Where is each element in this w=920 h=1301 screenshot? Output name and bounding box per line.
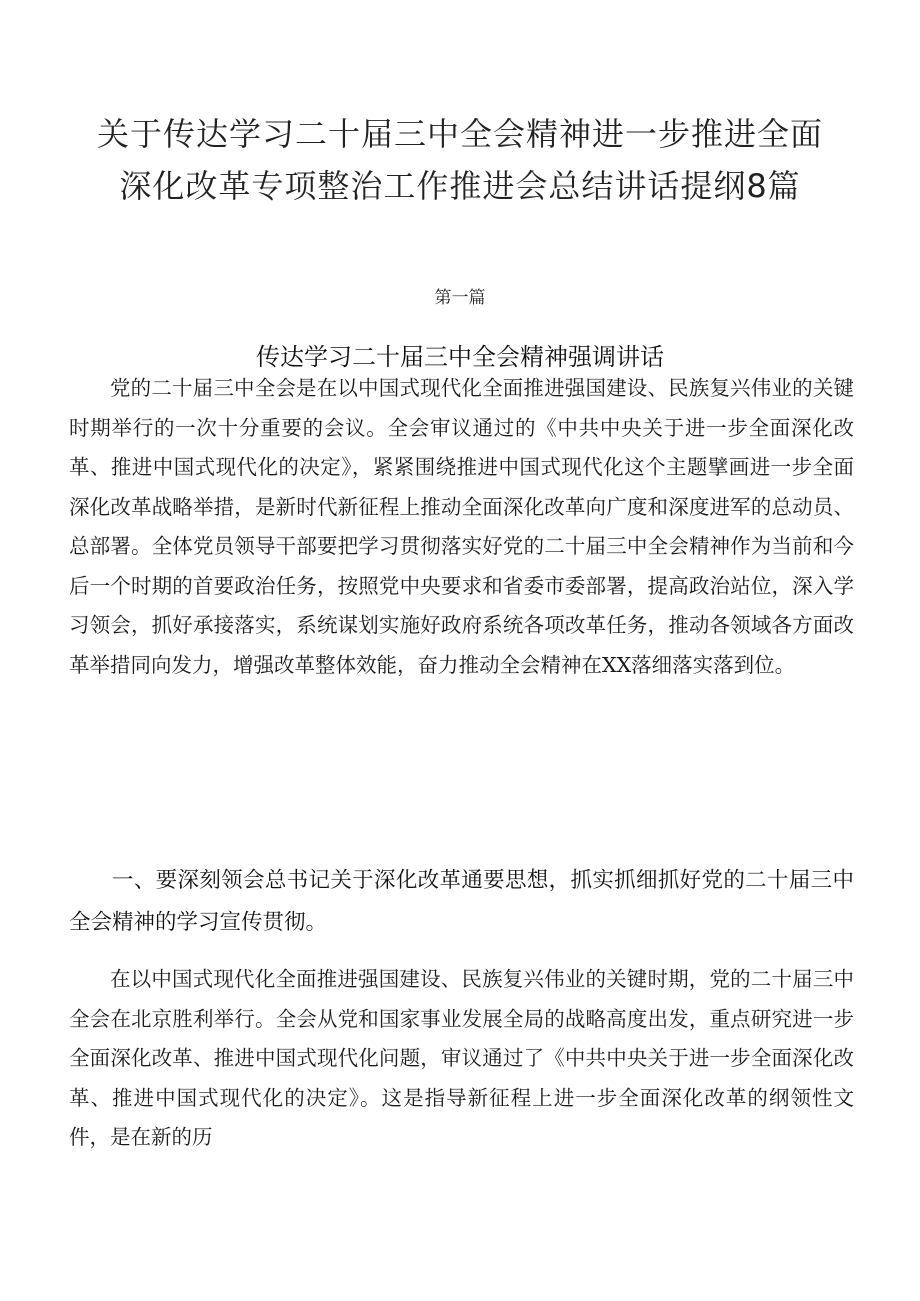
body-paragraph-2: 在以中国式现代化全面推进强国建设、民族复兴伟业的关键时期，党的二十届三中全会在北京胜利举行。全会从党和国家事业发展全局的战略高度出发，重点研究进一步全面深化改革、推进中国式现代化问题，审议通过了《中共中央关于进一步全面深化改革、推进中国式现代化的决定》。这是指导新征程上进一步全面深化改革的纲领性文件，是在新的历 [69, 967, 854, 1149]
document-title-line-2: 深化改革专项整治工作推进会总结讲话提纲8篇 [119, 167, 801, 205]
document-title [60, 108, 860, 212]
section-heading: 传达学习二十届三中全会精神强调讲话 [256, 343, 664, 371]
body-paragraph-1: 党的二十届三中全会是在以中国式现代化全面推进强国建设、民族复兴伟业的关键时期举行的一次十分重要的会议。全会审议通过的《中共中央关于进一步全面深化改革、推进中国式现代化的决定》，紧紧围绕推进中国式现代化这个主题擘画进一步全面深化改革战略举措，是新时代新征程上推动全面深化改革向广度和深度进军的总动员、总部署。全体党员领导干部要把学习贯彻落实好党的二十届三中全会精神作为当前和今后一个时期的首要政治任务，按照党中央要求和省委市委部署，提高政治站位，深入学习领会，抓好承接落实，系统谋划实施好政府系统各项改革任务，推动各领域各方面改革举措同向发力，增强改革整体效能，奋力推动全会精神在XX落细落实落到位。 [69, 376, 854, 677]
document-title-line-1: 关于传达学习二十届三中全会精神进一步推进全面 [96, 115, 823, 153]
chapter-label: 第一篇 [434, 288, 486, 308]
subheading-1: 一、要深刻领会总书记关于深化改革通要思想，抓实抓细抓好党的二十届三中全会精神的学习宣传贯彻。 [69, 868, 854, 935]
